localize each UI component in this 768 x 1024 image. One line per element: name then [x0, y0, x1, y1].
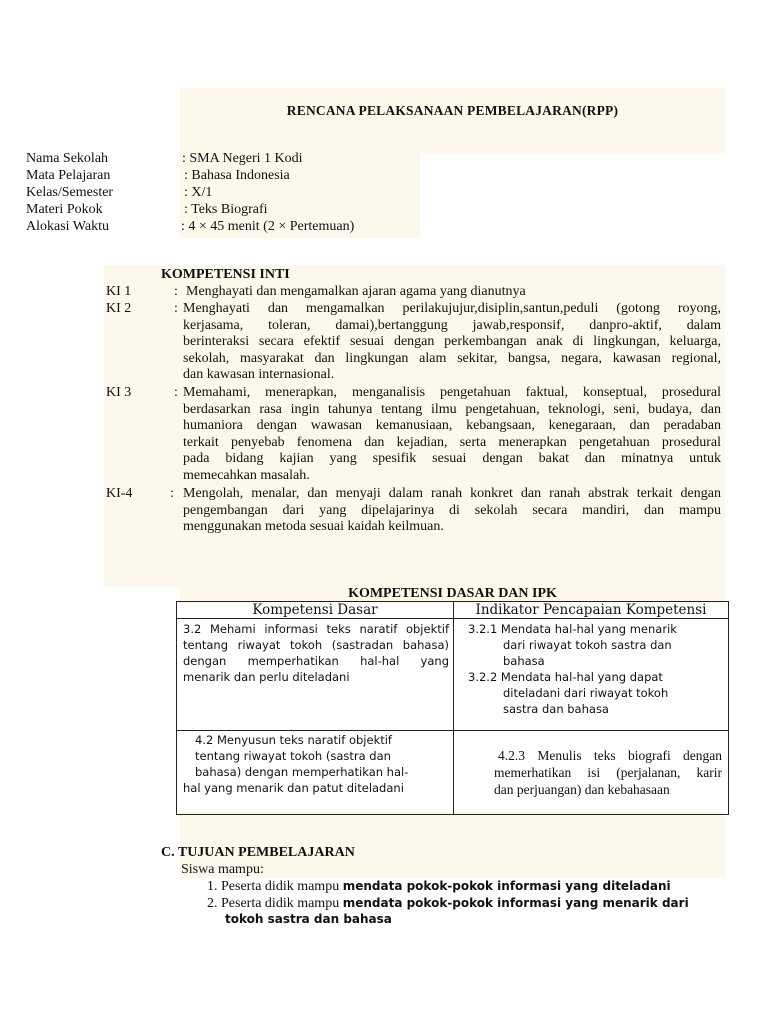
list-text-bold: mendata pokok-pokok informasi yang diteladani: [342, 879, 671, 893]
kd-line: 3.2 Mehami informasi teks naratif objektif: [183, 622, 449, 636]
identity-value: : Bahasa Indonesia: [184, 168, 290, 183]
ki-line: pengembangan dari yang dipelajarinya di sekolah secara mandiri, dan mampu: [183, 502, 721, 518]
identity-label: Mata Pelajaran: [26, 168, 111, 183]
ki-colon: :: [174, 385, 178, 400]
identity-value: : SMA Negeri 1 Kodi: [182, 151, 303, 166]
ki-line: menggunakan metoda sesuai kaidah keilmuan.: [183, 519, 444, 534]
ki-colon: :: [174, 284, 178, 299]
ki-line: pada bidang kajian yang spesifik sesuai dengan bakat dan minatnya untuk: [183, 451, 721, 466]
list-number: 2.: [207, 896, 218, 911]
ki-text: [183, 385, 721, 484]
identity-label: Kelas/Semester: [26, 185, 114, 200]
ipk-line: memerhatikan isi (perjalanan, karir: [494, 765, 722, 780]
ki-line: Menghayati dan mengamalkan ajaran agama yang dianutnya: [186, 284, 526, 299]
list-text-bold: mendata pokok-pokok informasi yang menarik dari: [342, 896, 689, 910]
ipk-line: 3.2.1 Mendata hal-hal yang menarik: [468, 622, 677, 636]
ki-line: Menghayati dan mengamalkan perilakujujur,disiplin,santun,peduli (gotong royong,: [183, 301, 721, 316]
ipk-line: bahasa: [503, 654, 545, 668]
ki-colon: :: [170, 486, 174, 501]
identity-row: [26, 168, 446, 185]
table-row: [177, 731, 729, 815]
identity-row: [26, 185, 446, 202]
ki-line: berdasarkan rasa ingin tahunya tentang ilmu pengetahuan, teknologi, seni, budaya, dan: [183, 401, 721, 417]
ipk-text: [454, 731, 728, 798]
list-item: [207, 895, 689, 913]
ki-code: KI-4: [106, 486, 133, 501]
kd-table: [176, 601, 729, 815]
kd-line: tentang riwayat tokoh (sastradan bahasa): [183, 638, 449, 652]
ipk-line: diteladani dari riwayat tokoh: [503, 686, 669, 700]
ki-line: berinteraksi secara efektif sesuai dengan perkembangan anak di lingkungan, keluarga,: [183, 334, 721, 349]
table-header-row: [177, 602, 729, 619]
ki-line: memecahkan masalah.: [183, 467, 310, 483]
ki-colon: :: [174, 301, 178, 316]
kd-line: hal yang menarik dan patut diteladani: [183, 781, 404, 795]
identity-row: [26, 219, 446, 236]
ki-text: [186, 284, 724, 301]
list-item: [207, 878, 671, 896]
ki-line: humaniora dengan wawasan kemanusiaan, kebangsaan, kenegaraan, dan peradaban: [183, 418, 721, 433]
ipk-line: sastra dan bahasa: [503, 702, 609, 716]
list-text-plain: Peserta didik mampu: [221, 879, 343, 894]
ki-line: dan kawasan internasional.: [183, 367, 335, 382]
list-number: 1.: [207, 879, 218, 894]
kd-title: KOMPETENSI DASAR DAN IPK: [348, 586, 557, 601]
ki-line: sekolah, masyarakat dan lingkungan alam sekitar, bangsa, negara, kawasan regional,: [183, 350, 721, 366]
ipk-cell: [454, 619, 729, 731]
kd-cell: [177, 731, 454, 815]
ipk-text: [454, 619, 728, 717]
ipk-cell: [454, 731, 729, 815]
ki-code: KI 2: [106, 301, 132, 316]
ki-code: KI 3: [106, 385, 132, 400]
ki-text: [183, 486, 721, 536]
header-shade: [180, 88, 725, 153]
ki-code: KI 1: [106, 284, 132, 299]
ipk-line: 3.2.2 Mendata hal-hal yang dapat: [468, 670, 663, 684]
ki-line: Mengolah, menalar, dan menyaji dalam ranah konkret dan ranah abstrak terkait dengan: [183, 486, 721, 501]
kd-cell: [177, 619, 454, 731]
ipk-line: dan perjuangan) dan kebahasaan: [494, 782, 670, 797]
ki-line: Memahami, menerapkan, menganalisis pengetahuan faktual, konseptual, prosedural: [183, 385, 721, 400]
ipk-line: dari riwayat tokoh sastra dan: [503, 638, 672, 652]
identity-value: : Teks Biografi: [184, 202, 268, 217]
ki-heading: KOMPETENSI INTI: [161, 267, 290, 282]
identity-row: [26, 151, 446, 168]
kd-line: menarik dan perlu diteladani: [183, 670, 350, 684]
ki-line: kerjasama, toleran, damai),bertanggung jawab,responsif, danpro-aktif, dalam: [183, 317, 721, 333]
kd-line: tentang riwayat tokoh (sastra dan: [195, 749, 391, 763]
kd-line: dengan memperhatikan hal-hal yang: [183, 654, 449, 668]
tujuan-heading: C. TUJUAN PEMBELAJARAN: [161, 845, 355, 860]
ki-text: [183, 301, 721, 384]
tujuan-intro: Siswa mampu:: [181, 862, 264, 877]
list-text-plain: Peserta didik mampu: [221, 896, 343, 911]
identity-row: [26, 202, 446, 219]
ki-line: terkait penyebab fenomena dan kejadian, serta menerapkan pengetahuan prosedural: [183, 434, 721, 450]
identity-value: : 4 × 45 menit (2 × Pertemuan): [181, 219, 355, 234]
kd-line: 4.2 Menyusun teks naratif objektif: [195, 733, 392, 747]
document-title: RENCANA PELAKSANAAN PEMBELAJARAN(RPP): [286, 103, 619, 118]
identity-label: Materi Pokok: [26, 202, 103, 217]
table-row: [177, 619, 729, 731]
col-header-ipk: Indikator Pencapaian Kompetensi: [454, 602, 729, 619]
kd-text: [177, 619, 453, 685]
kd-line: bahasa) dengan memperhatikan hal-: [195, 765, 409, 779]
identity-value: : X/1: [184, 185, 213, 200]
identity-label: Nama Sekolah: [26, 151, 109, 166]
col-header-kd: Kompetensi Dasar: [177, 602, 454, 619]
identity-label: Alokasi Waktu: [26, 219, 109, 234]
kd-text: [177, 731, 453, 796]
list-text-continuation: tokoh sastra dan bahasa: [225, 912, 392, 926]
ipk-line: 4.2.3 Menulis teks biografi dengan: [498, 748, 722, 763]
